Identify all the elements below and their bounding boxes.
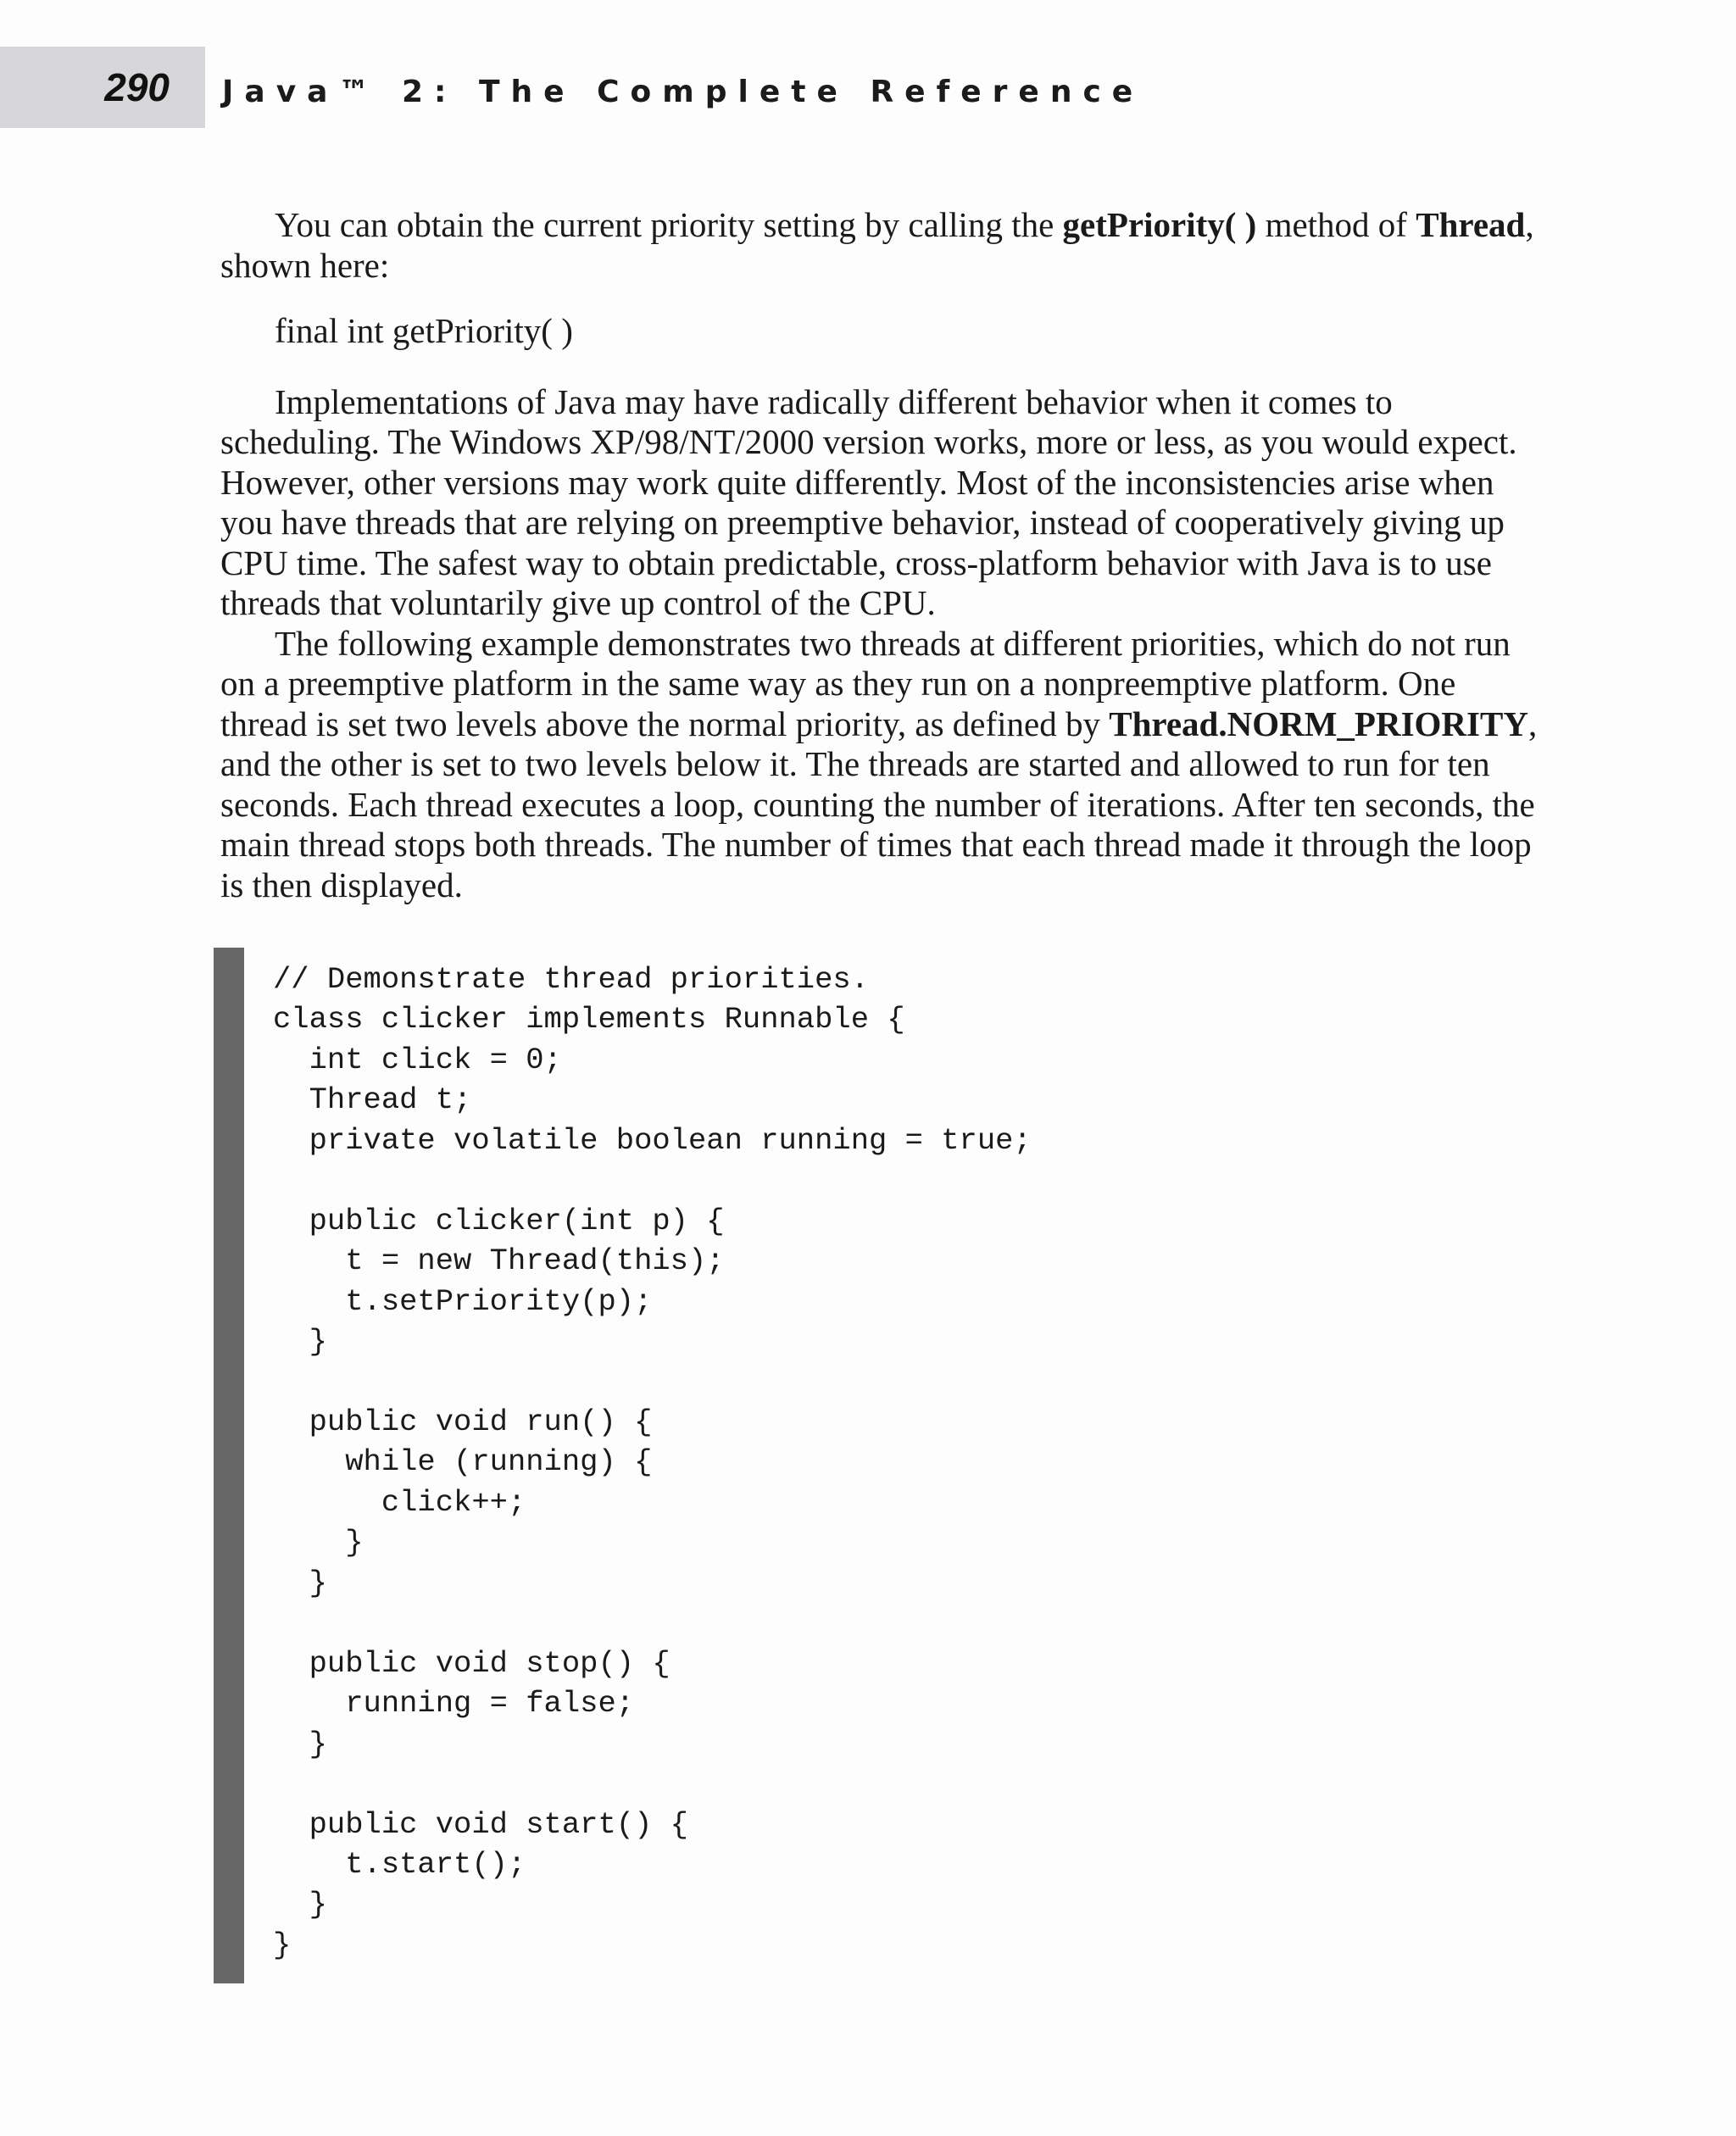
paragraph-text: , shown here: (220, 205, 1534, 285)
body-text (220, 205, 1543, 905)
paragraph-text: , and the other is set to two levels below it. The threads are started and allowed to run for ten seconds. Each thread executes a loop, counting the number of iterations. After ten seconds, the main thread stops both threads. The number of times that each thread made it through the loop is then displayed. (220, 704, 1538, 904)
paragraph-implementations: Implementations of Java may have radically different behavior when it comes to scheduling. The Windows XP/98/NT/2000 version works, more or less, as you would expect. However, other versions may work quite differently. Most of the inconsistencies arise when you have threads that are relying on preemptive behavior, instead of cooperatively giving up CPU time. The safest way to obtain predictable, cross-platform behavior with Java is to use threads that voluntarily give up control of the CPU. (220, 381, 1517, 622)
paragraph-get-priority (220, 205, 1543, 286)
code-listing: // Demonstrate thread priorities. class clicker implements Runnable { int click = 0; Thread t; private volatile boolean running = true; public clicker(int p) { t = new Thread(this); t.setPriority(p); } public void run() { while (running) { click++; } } public void stop() { running = false; } public void start() { t.start(); } } (273, 962, 1032, 1962)
method-name-bold: getPriority( ) (1062, 205, 1257, 244)
paragraph-example-intro (220, 624, 1543, 906)
constant-name-bold: Thread.NORM_PRIORITY (1109, 704, 1528, 743)
class-name-bold: Thread (1416, 205, 1526, 244)
paragraph-text: The following example demonstrates two threads at different priorities, which do not run on a preemptive platform in the same way as they run on a nonpreemptive platform. One thread is set two levels above the normal priority, as defined by (220, 623, 1511, 743)
paragraph-text: method of (1256, 205, 1416, 244)
code-listing-bar (214, 948, 244, 1983)
page-number: 290 (104, 65, 170, 109)
method-signature: final int getPriority( ) (275, 311, 573, 350)
paragraph-text: You can obtain the current priority setting by calling the (275, 205, 1063, 244)
running-head-title: Java™ 2: The Complete Reference (222, 75, 1144, 109)
